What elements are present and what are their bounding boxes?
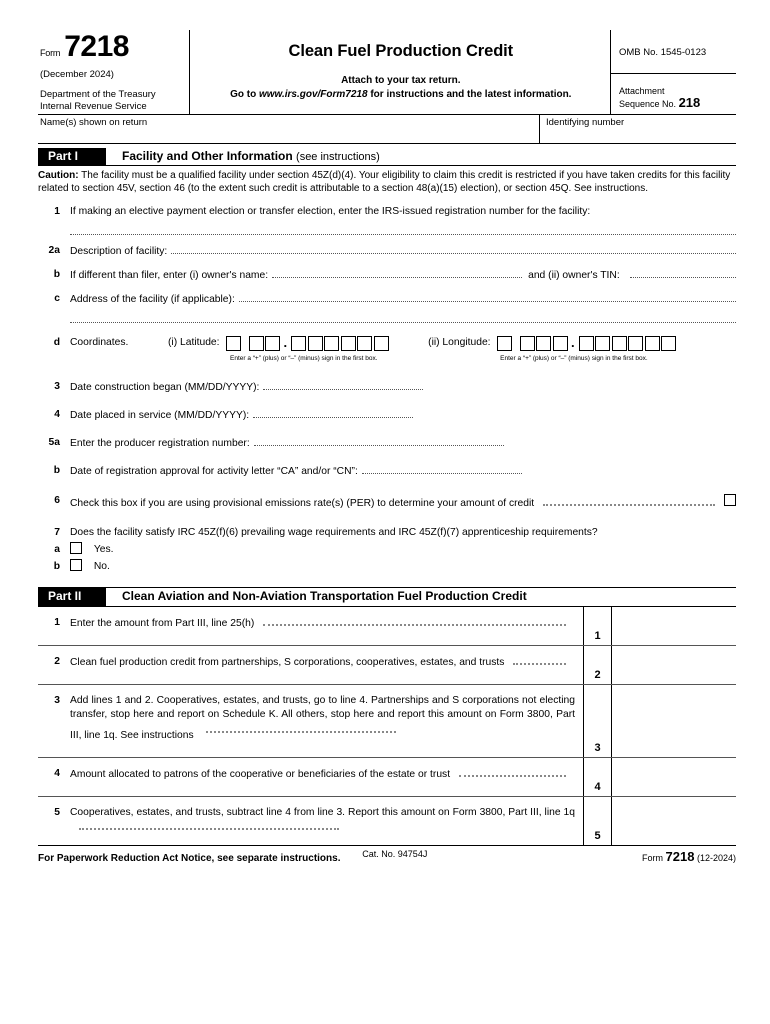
- part-1-title-note: (see instructions): [296, 151, 380, 163]
- part-2-line-4-text-cell: [38, 758, 584, 796]
- line-2a-body: [70, 244, 736, 259]
- part-2-line-2-body: [70, 655, 583, 680]
- part-2-line-5-leader: [79, 820, 339, 830]
- line-3-text: Date construction began (MM/DD/YYYY):: [70, 381, 260, 393]
- line-1-number: 1: [54, 205, 60, 217]
- part-2-line-3-leader: [206, 723, 396, 733]
- latitude-box-2[interactable]: [265, 336, 280, 351]
- latitude-dec-box-4[interactable]: [341, 336, 356, 351]
- goto-suffix: for instructions and the latest information.: [367, 89, 572, 100]
- latitude-box-1[interactable]: [249, 336, 264, 351]
- line-2a-number: 2a: [48, 244, 60, 256]
- part-2-line-3-amount[interactable]: [612, 685, 736, 757]
- latitude-dec-box-6[interactable]: [374, 336, 389, 351]
- line-2c-input-second[interactable]: [70, 313, 736, 323]
- part-2-header: [38, 587, 736, 607]
- part-2-line-1-text-cell: [38, 607, 584, 645]
- part-1-header: [38, 148, 736, 166]
- goto-instruction: [196, 89, 606, 100]
- line-2b: [38, 268, 736, 283]
- longitude-dec-box-6[interactable]: [661, 336, 676, 351]
- attachment-label-2: Sequence No.: [619, 99, 677, 109]
- part-2-line-5-label: Cooperatives, estates, and trusts, subtract line 4 from line 3. Report this amount on Form 3800, Part III, line 1q: [70, 806, 575, 818]
- line-1-body: [70, 205, 736, 235]
- line-6-text: Check this box if you are using provisional emissions rate(s) (PER) to determine your amount of credit: [70, 497, 535, 509]
- form-number: 7218: [64, 30, 129, 63]
- line-7-body: [70, 526, 736, 540]
- line-7b-label: No.: [93, 560, 110, 572]
- part-2-line-3-label: Add lines 1 and 2. Cooperatives, estates, and trusts, go to line 4. Partnerships and S corporations not electing transfer, stop here and report on Schedule K. All others, stop here and report this amount on Form 3800, Part III, line 1q. See instructions: [70, 694, 575, 741]
- line-7a-label: Yes.: [93, 543, 114, 555]
- line-2d-text: Coordinates.: [70, 336, 129, 348]
- part-2-line-3-body: [70, 694, 583, 753]
- line-3: [38, 380, 736, 395]
- line-2b-owner-name-input[interactable]: [272, 268, 522, 278]
- longitude-sign-note: Enter a “+” (plus) or “–” (minus) sign in the first box.: [500, 354, 648, 362]
- longitude-dec-box-4[interactable]: [628, 336, 643, 351]
- longitude-dec-box-3[interactable]: [612, 336, 627, 351]
- longitude-decimal-point: .: [571, 335, 575, 351]
- longitude-label: (ii) Longitude:: [428, 337, 491, 349]
- table-row: [38, 607, 736, 646]
- line-2b-text: If different than filer, enter (i) owner's name:: [70, 269, 269, 281]
- part-2-line-3-number: 3: [54, 694, 60, 706]
- identifying-number-field[interactable]: [540, 115, 736, 143]
- latitude-dec-box-5[interactable]: [357, 336, 372, 351]
- name-field-label: Name(s) shown on return: [40, 117, 148, 128]
- part-2-line-2-text-cell: [38, 646, 584, 684]
- latitude-label: (i) Latitude:: [168, 337, 220, 349]
- line-6-body: [70, 494, 736, 511]
- line-4: [38, 408, 736, 423]
- part-2-line-2-num: 2: [584, 646, 612, 684]
- table-row: [38, 797, 736, 846]
- line-2b-owner-tin-input[interactable]: [630, 268, 736, 278]
- catalog-number: Cat. No. 94754J: [362, 848, 428, 859]
- part-2-line-5-number: 5: [54, 806, 60, 818]
- part-2-line-4-num: 4: [584, 758, 612, 796]
- footer-form-word: Form: [642, 852, 664, 863]
- goto-url[interactable]: www.irs.gov/Form7218: [259, 89, 368, 100]
- line-5a-number: 5a: [48, 436, 60, 448]
- footer-form-revision: (12-2024): [696, 852, 736, 863]
- form-word-label: Form: [40, 48, 61, 58]
- taxpayer-row: [38, 115, 736, 144]
- part-2-line-5-body: [70, 806, 583, 841]
- part-2-line-2-number: 2: [54, 655, 60, 667]
- omb-number: OMB No. 1545-0123: [611, 30, 736, 74]
- paperwork-notice: For Paperwork Reduction Act Notice, see separate instructions.: [38, 852, 341, 864]
- department-line-1: Department of the Treasury: [40, 89, 156, 100]
- line-2d-body: [70, 336, 736, 366]
- footer-form-id: [642, 849, 736, 864]
- line-5b-number: b: [53, 464, 60, 476]
- line-2c-number: c: [54, 292, 60, 304]
- line-4-input[interactable]: [253, 408, 413, 418]
- line-7a-body: [70, 542, 736, 557]
- longitude-dec-box-5[interactable]: [645, 336, 660, 351]
- line-2a-input[interactable]: [171, 244, 736, 254]
- line-2c-text: Address of the facility (if applicable):: [70, 293, 235, 305]
- latitude-dec-box-3[interactable]: [324, 336, 339, 351]
- part-2-line-5-text-cell: [38, 797, 584, 845]
- latitude-sign-box[interactable]: [226, 336, 241, 351]
- line-2d: [38, 336, 736, 366]
- part-2-line-2-leader: [513, 655, 566, 665]
- line-2b-body: [70, 268, 736, 283]
- table-row: [38, 685, 736, 758]
- line-7-text: Does the facility satisfy IRC 45Z(f)(6) prevailing wage requirements and IRC 45Z(f)(7) apprenticeship requirements?: [70, 526, 598, 538]
- line-3-number: 3: [54, 380, 60, 392]
- form-header: [38, 30, 736, 115]
- line-2d-number: d: [53, 336, 60, 348]
- line-5b: [38, 464, 736, 479]
- part-2-line-1-body: [70, 616, 583, 641]
- part-2-table: [38, 607, 736, 846]
- part-2-tag: Part II: [38, 588, 106, 606]
- line-6-number: 6: [54, 494, 60, 506]
- part-1-tag: Part I: [38, 148, 106, 165]
- line-4-body: [70, 408, 736, 423]
- line-5a-input[interactable]: [254, 436, 504, 446]
- part-1-title-text: Facility and Other Information: [122, 149, 293, 163]
- attachment-label-1: Attachment: [619, 86, 665, 96]
- irs-form-7218: [38, 30, 736, 864]
- longitude-box-1[interactable]: [520, 336, 535, 351]
- line-5a-text: Enter the producer registration number:: [70, 437, 250, 449]
- attachment-sequence-number: 218: [678, 95, 701, 110]
- longitude-box-3[interactable]: [553, 336, 568, 351]
- line-2b-mid-text: and (ii) owner's TIN:: [528, 269, 620, 281]
- line-4-text: Date placed in service (MM/DD/YYYY):: [70, 409, 250, 421]
- part-2-line-1-num: 1: [584, 607, 612, 645]
- latitude-decimal-point: .: [283, 335, 288, 351]
- part-2-line-3-text-cell: [38, 685, 584, 757]
- line-7b-body: [70, 559, 736, 574]
- form-footer: [38, 846, 736, 864]
- form-number-row: [40, 32, 185, 64]
- longitude-group: [428, 336, 678, 366]
- latitude-dec-box-1[interactable]: [291, 336, 306, 351]
- omb-block: [610, 30, 736, 114]
- line-4-number: 4: [54, 408, 60, 420]
- line-2a-text: Description of facility:: [70, 245, 168, 257]
- form-title-block: [190, 30, 612, 114]
- part-2-line-4-amount[interactable]: [612, 758, 736, 796]
- line-6-leader: [543, 496, 715, 506]
- attachment-sequence: [611, 74, 736, 114]
- line-3-body: [70, 380, 736, 395]
- line-2c-body: [70, 292, 736, 323]
- line-7a: [38, 542, 736, 557]
- line-6: [38, 494, 736, 511]
- line-5a: [38, 436, 736, 451]
- line-6-checkbox[interactable]: [724, 494, 736, 506]
- caution-label: Caution:: [38, 170, 79, 181]
- line-1: [38, 205, 736, 235]
- line-7: [38, 526, 736, 540]
- table-row: [38, 646, 736, 685]
- caution-text: [38, 169, 736, 196]
- part-2-title: Clean Aviation and Non-Aviation Transportation Fuel Production Credit: [122, 588, 527, 603]
- footer-form-number: 7218: [665, 848, 695, 864]
- name-field[interactable]: [38, 115, 540, 143]
- part-2-line-3-num: 3: [584, 685, 612, 757]
- table-row: [38, 758, 736, 797]
- latitude-sign-note: Enter a “+” (plus) or “–” (minus) sign in the first box.: [230, 354, 378, 362]
- goto-prefix: Go to: [230, 89, 259, 100]
- part-2-line-2-label: Clean fuel production credit from partnerships, S corporations, cooperatives, estates, and trusts: [70, 656, 505, 668]
- line-2a: [38, 244, 736, 259]
- part-1-title: [106, 148, 380, 165]
- longitude-box-2[interactable]: [536, 336, 551, 351]
- form-revision-date: (December 2024): [40, 69, 114, 80]
- line-2c-input[interactable]: [239, 292, 736, 302]
- line-5a-body: [70, 436, 736, 451]
- department-name: [40, 89, 185, 112]
- line-5b-body: [70, 464, 736, 479]
- line-1-text: If making an elective payment election or transfer election, enter the IRS-issued registration number for the facility:: [70, 205, 591, 217]
- department-line-2: Internal Revenue Service: [40, 100, 147, 112]
- part-2-line-2-amount[interactable]: [612, 646, 736, 684]
- line-7a-checkbox[interactable]: [70, 542, 82, 554]
- part-2-line-5-num: 5: [584, 797, 612, 845]
- longitude-sign-box[interactable]: [497, 336, 512, 351]
- part-2-line-1-amount[interactable]: [612, 607, 736, 645]
- part-2-line-1-label: Enter the amount from Part III, line 25(h): [70, 617, 255, 629]
- part-2-line-4-number: 4: [54, 767, 60, 779]
- part-2-line-4-leader: [459, 767, 566, 777]
- identifying-number-label: Identifying number: [546, 117, 625, 128]
- line-2c: [38, 292, 736, 323]
- latitude-group: [168, 336, 390, 366]
- part-2-line-5-amount[interactable]: [612, 797, 736, 845]
- line-7a-number: a: [54, 543, 60, 555]
- line-3-input[interactable]: [263, 380, 423, 390]
- line-5b-text: Date of registration approval for activity letter “CA” and/or “CN”:: [70, 465, 358, 477]
- line-7b-checkbox[interactable]: [70, 559, 82, 571]
- longitude-dec-box-2[interactable]: [595, 336, 610, 351]
- line-2b-number: b: [53, 268, 60, 280]
- part-2-line-4-label: Amount allocated to patrons of the cooperative or beneficiaries of the estate or trust: [70, 768, 451, 780]
- form-identity-block: [38, 30, 190, 114]
- page-title: Clean Fuel Production Credit: [288, 42, 514, 60]
- longitude-dec-box-1[interactable]: [579, 336, 594, 351]
- line-7-number: 7: [54, 526, 60, 538]
- attach-instruction: Attach to your tax return.: [341, 75, 461, 86]
- latitude-dec-box-2[interactable]: [308, 336, 323, 351]
- caution-body: The facility must be a qualified facility under section 45Z(d)(4). Your eligibility to claim this credit is restricted if you have taken credits for this facility related to section 45V, section 46 (to the extent such credit is attributable to a section 48(a)(15) election), or section 45Q. See instructions.: [38, 170, 731, 195]
- line-1-input[interactable]: [70, 225, 736, 235]
- line-5b-input[interactable]: [362, 464, 522, 474]
- line-7b: [38, 559, 736, 574]
- line-7b-number: b: [53, 560, 60, 572]
- part-2-line-4-body: [70, 767, 583, 792]
- part-2-line-1-number: 1: [54, 616, 60, 628]
- part-2-line-1-leader: [263, 616, 566, 626]
